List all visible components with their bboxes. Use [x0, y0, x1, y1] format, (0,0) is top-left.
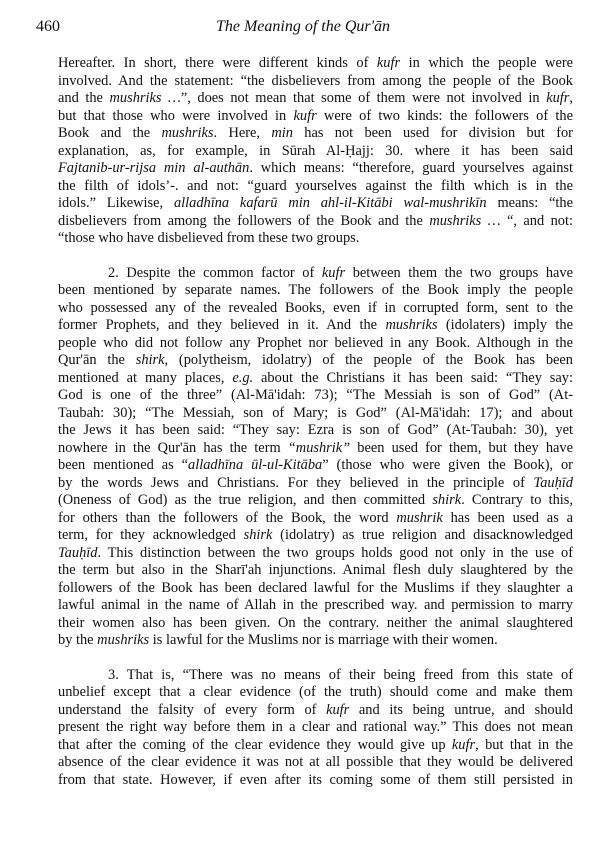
text-line: involved. And the statement: “the disbelievers from among the people of the Book	[58, 72, 573, 89]
text-line: unbelief except that a clear evidence (of the truth) should come and make them	[58, 684, 573, 700]
text-line: the term but also in the Sharī'ah injunctions. Animal flesh duly slaughtered by the	[58, 562, 573, 578]
text-line: understand the falsity of every form of kufr and its being untrue, and should	[58, 701, 573, 718]
text-line: who possessed any of the revealed Books, even if in corrupted form, sent to the	[58, 299, 573, 316]
paragraph	[58, 667, 573, 790]
paragraph	[58, 265, 573, 650]
body-text	[58, 55, 573, 789]
text-line: lawful animal in the name of Allah in the prescribed way. and permission to marry	[58, 597, 573, 613]
text-line: Qur'ān the shirk, (polytheism, idolatry) of the people of the Book has been	[58, 352, 573, 368]
text-line: by the words Jews and Christians. For they believed in the principle of Tauḥīd	[58, 474, 573, 491]
text-line: “those who have disbelieved from these two groups.	[58, 230, 360, 246]
text-line: God is one of the three” (Al-Mā'idah: 73); “The Messiah is son of God” (At-	[58, 387, 573, 403]
text-line: present the right way before them in a clear and rational way.” This does not mean	[58, 719, 573, 735]
text-line: for others than the followers of the Book, the word mushrik has been used as a	[58, 509, 573, 526]
text-line: nowhere in the Qur'ān has the term “mushrik” been used for them, but they have	[58, 439, 573, 456]
text-line: Taubah: 30); “The Messiah, son of Mary; is God” (Al-Mā'idah: 17); and about	[58, 404, 573, 421]
paragraph-gap	[58, 650, 573, 667]
running-title: The Meaning of the Qur'ān	[215, 18, 391, 35]
text-line: been mentioned by separate names. The followers of the Book imply the people	[58, 282, 573, 298]
text-line: the filth of idols’-. and not: “guard yourselves against the filth which is in the	[58, 177, 573, 194]
text-line: Tauḥīd. This distinction between the two groups holds good not only in the use of	[58, 544, 573, 561]
page-header	[36, 16, 570, 38]
text-line: (Oneness of God) as the true religion, and then committed shirk. Contrary to this,	[58, 492, 573, 508]
text-line: people who did not follow any Prophet nor believed in any Book. Although in the	[58, 334, 573, 351]
page-number: 460	[36, 18, 60, 35]
text-line: Book and the mushriks. Here, min has not been used for division but for	[58, 125, 573, 141]
text-line: 3. That is, “There was no means of their being freed from this state of	[108, 666, 573, 683]
paragraph	[58, 55, 573, 248]
text-line: former Prophets, and they believed in it. And the mushriks (idolaters) imply the	[58, 317, 573, 333]
text-line: and the mushriks …”, does not mean that some of them were not involved in kufr,	[58, 90, 573, 106]
paragraph-gap	[58, 248, 573, 265]
text-line: Fajtanib-ur-rijsa min al-authān. which means: “therefore, guard yourselves against	[58, 160, 573, 176]
text-line: followers of the Book has been declared lawful for the Muslims if they slaughter a	[58, 579, 573, 596]
text-line: explanation, as, for example, in Sūrah Al-Ḥajj: 30. where it has been said	[58, 142, 573, 159]
text-line: mentioned at many places, e.g. about the Christians it has been said: “They say:	[58, 369, 573, 386]
text-line: by the mushriks is lawful for the Muslims nor is marriage with their women.	[58, 632, 498, 648]
text-line: idols.” Likewise, alladhīna kafarū min ahl-il-Kitābi wal-mushrikīn means: “the	[58, 195, 573, 211]
text-line: Hereafter. In short, there were different kinds of kufr in which the people were	[58, 55, 573, 71]
text-line: disbelievers from among the followers of the Book and the mushriks … “, and not:	[58, 212, 573, 229]
text-line: been mentioned as “alladhīna ūl-ul-Kitāba” (those who were given the Book), or	[58, 457, 573, 473]
text-line: from that state. However, if even after its coming some of them still persisted in	[58, 771, 573, 788]
text-line: but that those who were involved in kufr were of two kinds: the followers of the	[58, 107, 573, 124]
text-line: 2. Despite the common factor of kufr between them the two groups have	[108, 264, 573, 281]
text-line: absence of the clear evidence it was not at all possible that they would be delivered	[58, 754, 573, 770]
text-line: term, for they acknowledged shirk (idolatry) as true religion and disacknowledged	[58, 527, 573, 543]
text-line: the Jews it has been said: “They say: Ezra is son of God” (At-Taubah: 30), yet	[58, 422, 573, 438]
text-line: that after the coming of the clear evidence they would give up kufr, but that in the	[58, 736, 573, 753]
text-line: their women also has been given. On the contrary. neither the animal slaughtered	[58, 614, 573, 631]
